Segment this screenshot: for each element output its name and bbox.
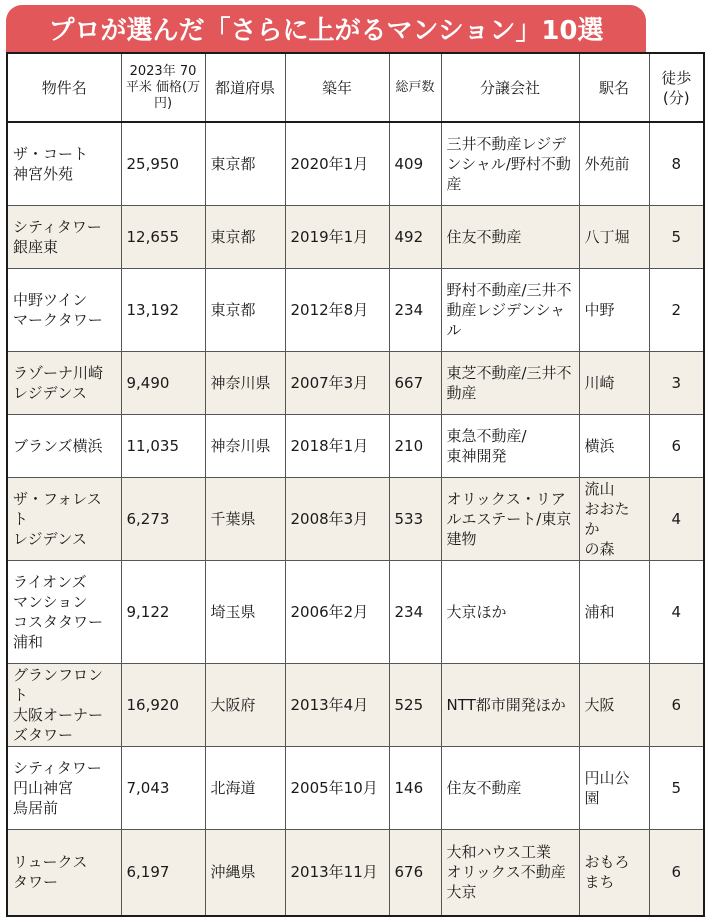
cell-built: 2013年4月: [285, 663, 389, 746]
cell-developer: 大和ハウス工業 オリックス不動産 大京: [441, 829, 579, 916]
header-developer: 分譲会社: [441, 53, 579, 122]
cell-units: 492: [389, 205, 441, 268]
cell-price: 12,655: [121, 205, 205, 268]
cell-name: シティタワー 円山神宮 鳥居前: [7, 746, 121, 829]
table-row: [7, 351, 704, 414]
header-row: [7, 53, 704, 122]
header-walk: 徒歩 (分): [649, 53, 704, 122]
cell-station: 外苑前: [579, 122, 649, 205]
cell-developer: 住友不動産: [441, 205, 579, 268]
cell-units: 676: [389, 829, 441, 916]
title-banner: [6, 5, 646, 52]
table-row: [7, 829, 704, 916]
cell-name: ザ・コート 神宮外苑: [7, 122, 121, 205]
cell-prefecture: 埼玉県: [205, 560, 285, 663]
table-row: [7, 122, 704, 205]
cell-station: 円山公園: [579, 746, 649, 829]
table-row: [7, 477, 704, 560]
cell-price: 11,035: [121, 414, 205, 477]
cell-prefecture: 神奈川県: [205, 414, 285, 477]
cell-units: 525: [389, 663, 441, 746]
table-row: [7, 663, 704, 746]
cell-built: 2007年3月: [285, 351, 389, 414]
cell-built: 2020年1月: [285, 122, 389, 205]
cell-name: 中野ツイン マークタワー: [7, 268, 121, 351]
cell-walk: 3: [649, 351, 704, 414]
cell-name: グランフロント 大阪オーナー ズタワー: [7, 663, 121, 746]
cell-station: 八丁堀: [579, 205, 649, 268]
cell-price: 9,122: [121, 560, 205, 663]
header-prefecture: 都道府県: [205, 53, 285, 122]
cell-walk: 4: [649, 560, 704, 663]
cell-name: リュークス タワー: [7, 829, 121, 916]
cell-units: 409: [389, 122, 441, 205]
cell-name: シティタワー 銀座東: [7, 205, 121, 268]
cell-name: ブランズ横浜: [7, 414, 121, 477]
cell-built: 2005年10月: [285, 746, 389, 829]
cell-walk: 2: [649, 268, 704, 351]
cell-price: 13,192: [121, 268, 205, 351]
cell-walk: 8: [649, 122, 704, 205]
cell-units: 234: [389, 560, 441, 663]
cell-developer: オリックス・リアルエステート/東京建物: [441, 477, 579, 560]
cell-walk: 4: [649, 477, 704, 560]
header-built: 築年: [285, 53, 389, 122]
cell-prefecture: 東京都: [205, 122, 285, 205]
cell-price: 6,197: [121, 829, 205, 916]
cell-developer: 住友不動産: [441, 746, 579, 829]
cell-built: 2008年3月: [285, 477, 389, 560]
header-name: 物件名: [7, 53, 121, 122]
cell-built: 2018年1月: [285, 414, 389, 477]
cell-built: 2012年8月: [285, 268, 389, 351]
mansion-table: [6, 52, 705, 917]
cell-station: 川崎: [579, 351, 649, 414]
cell-units: 533: [389, 477, 441, 560]
cell-station: 流山 おおたか の森: [579, 477, 649, 560]
table-row: [7, 205, 704, 268]
page-title: プロが選んだ「さらに上がるマンション」10選: [48, 16, 604, 46]
cell-prefecture: 千葉県: [205, 477, 285, 560]
cell-developer: 東芝不動産/三井不動産: [441, 351, 579, 414]
cell-walk: 6: [649, 829, 704, 916]
cell-units: 146: [389, 746, 441, 829]
cell-units: 667: [389, 351, 441, 414]
cell-station: 浦和: [579, 560, 649, 663]
cell-price: 6,273: [121, 477, 205, 560]
cell-price: 25,950: [121, 122, 205, 205]
cell-prefecture: 東京都: [205, 205, 285, 268]
cell-walk: 5: [649, 746, 704, 829]
cell-prefecture: 神奈川県: [205, 351, 285, 414]
cell-built: 2006年2月: [285, 560, 389, 663]
cell-price: 9,490: [121, 351, 205, 414]
header-station: 駅名: [579, 53, 649, 122]
cell-walk: 6: [649, 663, 704, 746]
header-units: 総戸数: [389, 53, 441, 122]
cell-prefecture: 北海道: [205, 746, 285, 829]
cell-prefecture: 沖縄県: [205, 829, 285, 916]
table-row: [7, 746, 704, 829]
cell-prefecture: 東京都: [205, 268, 285, 351]
cell-walk: 5: [649, 205, 704, 268]
table-row: [7, 414, 704, 477]
cell-developer: 大京ほか: [441, 560, 579, 663]
cell-price: 7,043: [121, 746, 205, 829]
cell-developer: 三井不動産レジデンシャル/野村不動産: [441, 122, 579, 205]
table-container: [6, 52, 703, 902]
cell-built: 2013年11月: [285, 829, 389, 916]
cell-built: 2019年1月: [285, 205, 389, 268]
cell-name: ラゾーナ川崎 レジデンス: [7, 351, 121, 414]
cell-station: おもろまち: [579, 829, 649, 916]
cell-station: 横浜: [579, 414, 649, 477]
cell-developer: 野村不動産/三井不動産レジデンシャル: [441, 268, 579, 351]
cell-units: 234: [389, 268, 441, 351]
cell-station: 大阪: [579, 663, 649, 746]
cell-units: 210: [389, 414, 441, 477]
cell-name: ライオンズ マンション コスタタワー 浦和: [7, 560, 121, 663]
header-price: 2023年 70平米 価格(万円): [121, 53, 205, 122]
cell-name: ザ・フォレスト レジデンス: [7, 477, 121, 560]
cell-price: 16,920: [121, 663, 205, 746]
table-row: [7, 560, 704, 663]
cell-developer: NTT都市開発ほか: [441, 663, 579, 746]
table-row: [7, 268, 704, 351]
cell-station: 中野: [579, 268, 649, 351]
cell-walk: 6: [649, 414, 704, 477]
cell-developer: 東急不動産/ 東神開発: [441, 414, 579, 477]
cell-prefecture: 大阪府: [205, 663, 285, 746]
